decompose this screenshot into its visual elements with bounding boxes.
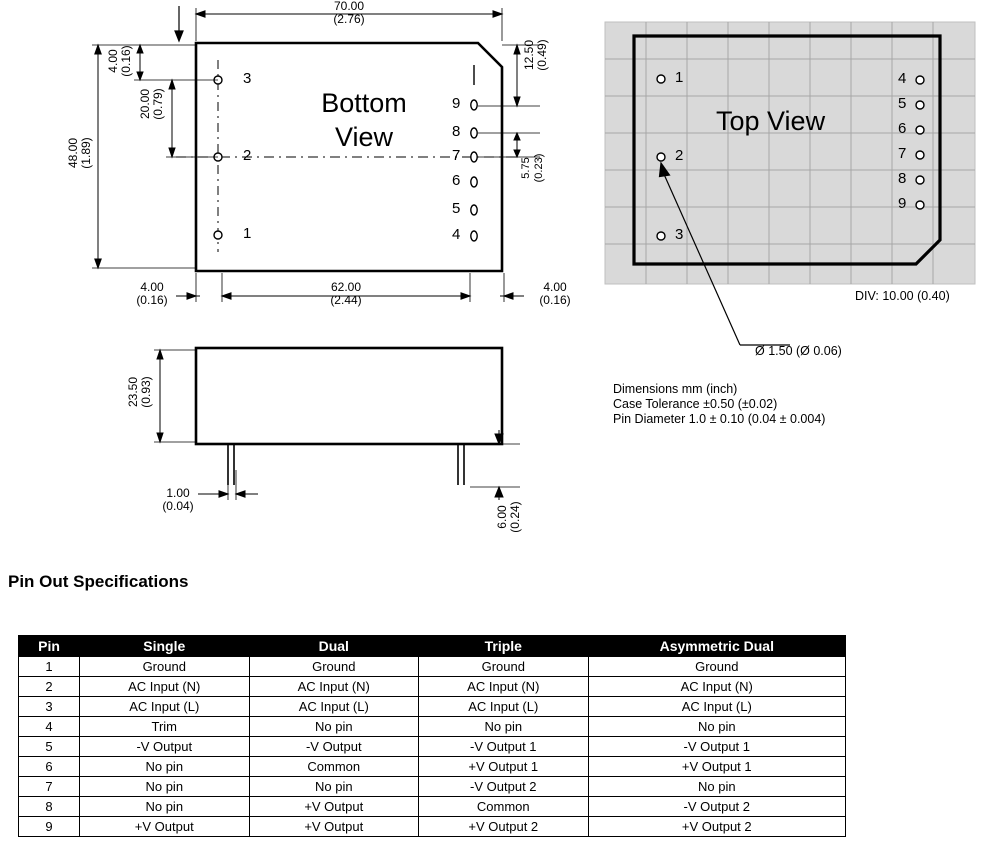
dim-right-top-label: 12.50 (0.49) (522, 39, 549, 71)
cell-pin: 2 (19, 677, 80, 697)
bottom-pin-number-1: 1 (243, 225, 252, 242)
table-row (19, 657, 846, 677)
cell-dual: +V Output (249, 797, 419, 817)
dim-side-height (154, 350, 196, 442)
cell-single: AC Input (L) (80, 697, 250, 717)
cell-triple: AC Input (L) (419, 697, 589, 717)
cell-pin: 9 (19, 817, 80, 837)
cell-triple: -V Output 2 (419, 777, 589, 797)
column-header-triple: Triple (419, 636, 589, 657)
dimension-note-3: Pin Diameter 1.0 ± 0.10 (0.04 ± 0.004) (613, 412, 826, 426)
bottom-view-right-pins (471, 65, 477, 241)
cell-asymmetric-dual: No pin (588, 717, 845, 737)
cell-dual: Ground (249, 657, 419, 677)
column-header-single: Single (80, 636, 250, 657)
cell-dual: No pin (249, 717, 419, 737)
bottom-pin-number-8: 8 (452, 123, 461, 140)
bottom-view-title-line1: Bottom (321, 88, 407, 118)
side-view-outline (196, 348, 502, 444)
table-row (19, 777, 846, 797)
dim-bottom-right-margin-label: 4.00 (0.16) (539, 280, 571, 307)
cell-asymmetric-dual: Ground (588, 657, 845, 677)
top-pin-number-3: 3 (675, 226, 684, 243)
cell-dual: AC Input (L) (249, 697, 419, 717)
top-pin-number-2: 2 (675, 147, 684, 164)
table-header-row (19, 636, 846, 657)
top-pin-number-6: 6 (898, 120, 907, 137)
column-header-asymmetric-dual: Asymmetric Dual (588, 636, 845, 657)
dim-top-width-label: 70.00 (2.76) (333, 0, 365, 26)
pinout-table (18, 635, 846, 837)
cell-dual: +V Output (249, 817, 419, 837)
bottom-pin-number-3: 3 (243, 70, 252, 87)
bottom-pin-number-4: 4 (452, 226, 461, 243)
cell-triple: +V Output 1 (419, 757, 589, 777)
cell-asymmetric-dual: +V Output 1 (588, 757, 845, 777)
cell-pin: 4 (19, 717, 80, 737)
table-row (19, 717, 846, 737)
cell-single: -V Output (80, 737, 250, 757)
cell-asymmetric-dual: AC Input (L) (588, 697, 845, 717)
dim-bottom-right-margin (500, 273, 524, 302)
dim-pin-width-label: 1.00 (0.04) (162, 486, 194, 513)
cell-single: AC Input (N) (80, 677, 250, 697)
dim-top-offset-label: 4.00 (0.16) (106, 45, 133, 77)
dim-right-pitch-label: 5.75 (0.23) (520, 153, 545, 183)
cell-pin: 3 (19, 697, 80, 717)
dim-pin-length-label: 6.00 (0.24) (495, 501, 522, 533)
table-row (19, 737, 846, 757)
dimension-notes (613, 382, 825, 427)
cell-asymmetric-dual: No pin (588, 777, 845, 797)
table-row (19, 797, 846, 817)
cell-dual: No pin (249, 777, 419, 797)
top-view-title: Top View (716, 106, 826, 136)
cell-pin: 7 (19, 777, 80, 797)
dim-bottom-width-label: 62.00 (2.44) (330, 280, 362, 307)
cell-triple: Common (419, 797, 589, 817)
side-view-pins (228, 444, 464, 485)
top-pin-number-7: 7 (898, 145, 907, 162)
top-pin-number-4: 4 (898, 70, 907, 87)
cell-triple: +V Output 2 (419, 817, 589, 837)
cell-asymmetric-dual: AC Input (N) (588, 677, 845, 697)
cell-single: Trim (80, 717, 250, 737)
pinout-section-title: Pin Out Specifications (8, 572, 189, 591)
table-row (19, 757, 846, 777)
table-row (19, 697, 846, 717)
dim-overall-height-label: 48.00 (1.89) (66, 137, 93, 169)
column-header-pin: Pin (19, 636, 80, 657)
top-pin-number-8: 8 (898, 170, 907, 187)
top-pin-number-1: 1 (675, 69, 684, 86)
bottom-pin-number-2: 2 (243, 147, 252, 164)
cell-triple: AC Input (N) (419, 677, 589, 697)
dimension-note-1: Dimensions mm (inch) (613, 382, 738, 396)
dim-pin-spacing (166, 80, 218, 157)
dimension-note-2: Case Tolerance ±0.50 (±0.02) (613, 397, 778, 411)
cell-pin: 5 (19, 737, 80, 757)
cell-single: No pin (80, 757, 250, 777)
cell-asymmetric-dual: -V Output 1 (588, 737, 845, 757)
table-row (19, 817, 846, 837)
cell-single: No pin (80, 777, 250, 797)
cell-single: No pin (80, 797, 250, 817)
cell-pin: 8 (19, 797, 80, 817)
cell-dual: -V Output (249, 737, 419, 757)
cell-asymmetric-dual: -V Output 2 (588, 797, 845, 817)
cell-dual: Common (249, 757, 419, 777)
cell-dual: AC Input (N) (249, 677, 419, 697)
dim-bottom-left-margin-label: 4.00 (0.16) (136, 280, 168, 307)
bottom-pin-number-9: 9 (452, 95, 461, 112)
cell-asymmetric-dual: +V Output 2 (588, 817, 845, 837)
cell-pin: 1 (19, 657, 80, 677)
cell-single: Ground (80, 657, 250, 677)
cell-triple: Ground (419, 657, 589, 677)
cell-single: +V Output (80, 817, 250, 837)
top-pin-number-9: 9 (898, 195, 907, 212)
table-row (19, 677, 846, 697)
bottom-pin-number-7: 7 (452, 147, 461, 164)
cell-pin: 6 (19, 757, 80, 777)
cell-triple: No pin (419, 717, 589, 737)
dim-top-arrow (175, 6, 183, 41)
cell-triple: -V Output 1 (419, 737, 589, 757)
dim-pin-spacing-label: 20.00 (0.79) (138, 88, 165, 120)
bottom-pin-number-5: 5 (452, 200, 461, 217)
bottom-pin-number-6: 6 (452, 172, 461, 189)
top-pin-number-5: 5 (898, 95, 907, 112)
grid-div-note: DIV: 10.00 (0.40) (855, 289, 950, 303)
bottom-view-title-line2: View (334, 122, 394, 152)
hole-diameter-note: Ø 1.50 (Ø 0.06) (755, 344, 842, 358)
dim-side-height-label: 23.50 (0.93) (126, 376, 153, 408)
column-header-dual: Dual (249, 636, 419, 657)
